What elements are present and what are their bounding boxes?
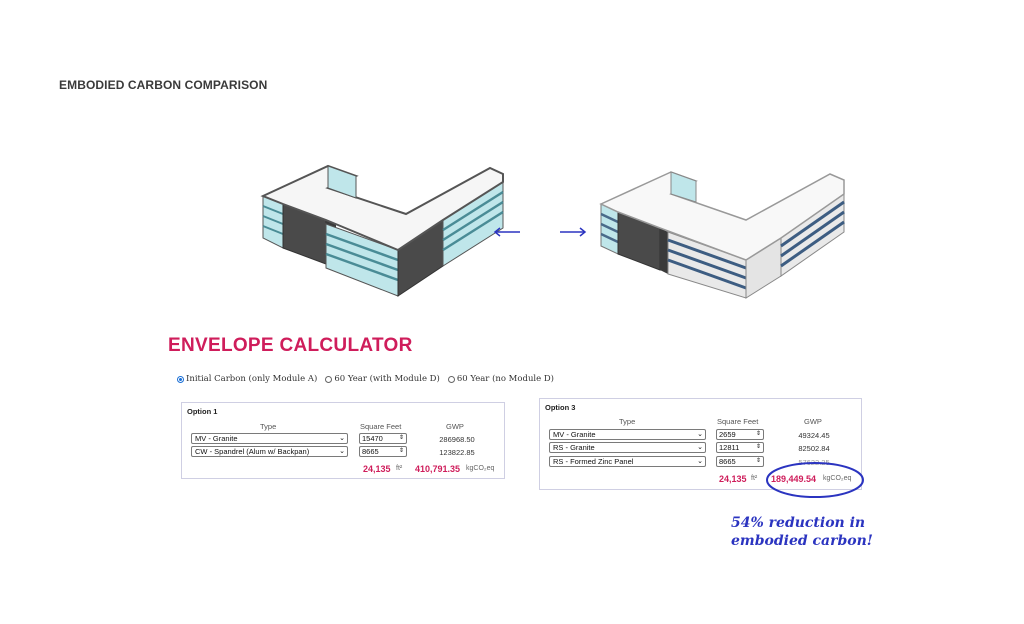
chevron-down-icon: ⌄ <box>697 444 703 451</box>
annotation-line-1: 54% reduction in <box>731 515 866 531</box>
type-select-value: RS - Formed Zinc Panel <box>553 457 634 466</box>
column-type-header: Type <box>260 422 277 431</box>
gwp-unit: kgCO₂eq <box>466 465 495 472</box>
total-sqft: 24,135 <box>363 464 391 474</box>
spinner-icon[interactable]: ⇕ <box>755 458 761 464</box>
mode-radio-group <box>177 374 554 384</box>
chevron-down-icon: ⌄ <box>339 448 345 455</box>
type-select[interactable] <box>549 456 706 467</box>
type-select-value: MV - Granite <box>195 434 238 443</box>
spinner-icon[interactable]: ⇕ <box>398 448 404 454</box>
sqft-value: 12811 <box>719 443 740 452</box>
option-1-panel <box>181 402 505 479</box>
chevron-down-icon: ⌄ <box>697 458 703 465</box>
option-label: Option 3 <box>545 403 576 412</box>
radio-60-year-no-module-d[interactable] <box>448 374 554 384</box>
spinner-icon[interactable]: ⇕ <box>755 444 761 450</box>
column-type-header: Type <box>619 417 636 426</box>
sqft-input[interactable] <box>359 446 407 457</box>
spinner-icon[interactable]: ⇕ <box>755 431 761 437</box>
column-area-header: Square Feet <box>360 422 402 431</box>
sqft-unit: ft² <box>751 475 758 482</box>
sqft-input[interactable] <box>716 456 764 467</box>
sqft-value: 15470 <box>362 434 383 443</box>
arrow-right-icon <box>558 226 588 238</box>
building-option-1-image <box>258 158 508 298</box>
total-gwp: 189,449.54 <box>771 474 817 484</box>
radio-initial-carbon[interactable] <box>177 374 317 384</box>
gwp-value: 49324.45 <box>798 431 830 440</box>
section-title: EMBODIED CARBON COMPARISON <box>59 78 268 92</box>
sqft-unit: ft² <box>396 465 403 472</box>
sqft-input[interactable] <box>716 429 764 440</box>
type-select[interactable] <box>549 442 706 453</box>
spinner-icon[interactable]: ⇕ <box>398 435 404 441</box>
reduction-annotation <box>731 514 873 550</box>
radio-selected-icon[interactable] <box>177 376 184 383</box>
column-area-header: Square Feet <box>717 417 759 426</box>
column-gwp-header: GWP <box>446 422 464 431</box>
sqft-input[interactable] <box>359 433 407 444</box>
column-gwp-header: GWP <box>804 417 822 426</box>
type-select-value: RS - Granite <box>553 443 595 452</box>
gwp-unit: kgCO₂eq <box>823 475 852 482</box>
type-select-value: CW - Spandrel (Alum w/ Backpan) <box>195 447 310 456</box>
radio-unselected-icon[interactable] <box>325 376 332 383</box>
radio-label: Initial Carbon (only Module A) <box>186 374 318 384</box>
total-gwp: 410,791.35 <box>415 464 461 474</box>
radio-60-year-with-module-d[interactable] <box>325 374 439 384</box>
type-select-value: MV - Granite <box>553 430 596 439</box>
sqft-value: 8665 <box>362 447 379 456</box>
calculator-title: ENVELOPE CALCULATOR <box>168 335 413 356</box>
type-select[interactable] <box>549 429 706 440</box>
option-label: Option 1 <box>187 407 218 416</box>
sqft-value: 8665 <box>719 457 736 466</box>
highlight-circle <box>764 460 866 500</box>
type-select[interactable] <box>191 433 348 444</box>
annotation-line-2: embodied carbon! <box>731 533 873 549</box>
total-sqft: 24,135 <box>719 474 747 484</box>
building-option-3-image <box>596 166 851 302</box>
radio-unselected-icon[interactable] <box>448 376 455 383</box>
arrow-left-icon <box>492 226 522 238</box>
gwp-value: 286968.50 <box>439 435 475 444</box>
radio-label: 60 Year (no Module D) <box>456 374 554 384</box>
sqft-value: 2659 <box>719 430 736 439</box>
chevron-down-icon: ⌄ <box>697 431 703 438</box>
gwp-value: 57622.25 <box>798 458 830 467</box>
gwp-value: 123822.85 <box>439 448 475 457</box>
gwp-value: 82502.84 <box>798 444 830 453</box>
radio-label: 60 Year (with Module D) <box>334 374 440 384</box>
sqft-input[interactable] <box>716 442 764 453</box>
type-select[interactable] <box>191 446 348 457</box>
chevron-down-icon: ⌄ <box>339 435 345 442</box>
